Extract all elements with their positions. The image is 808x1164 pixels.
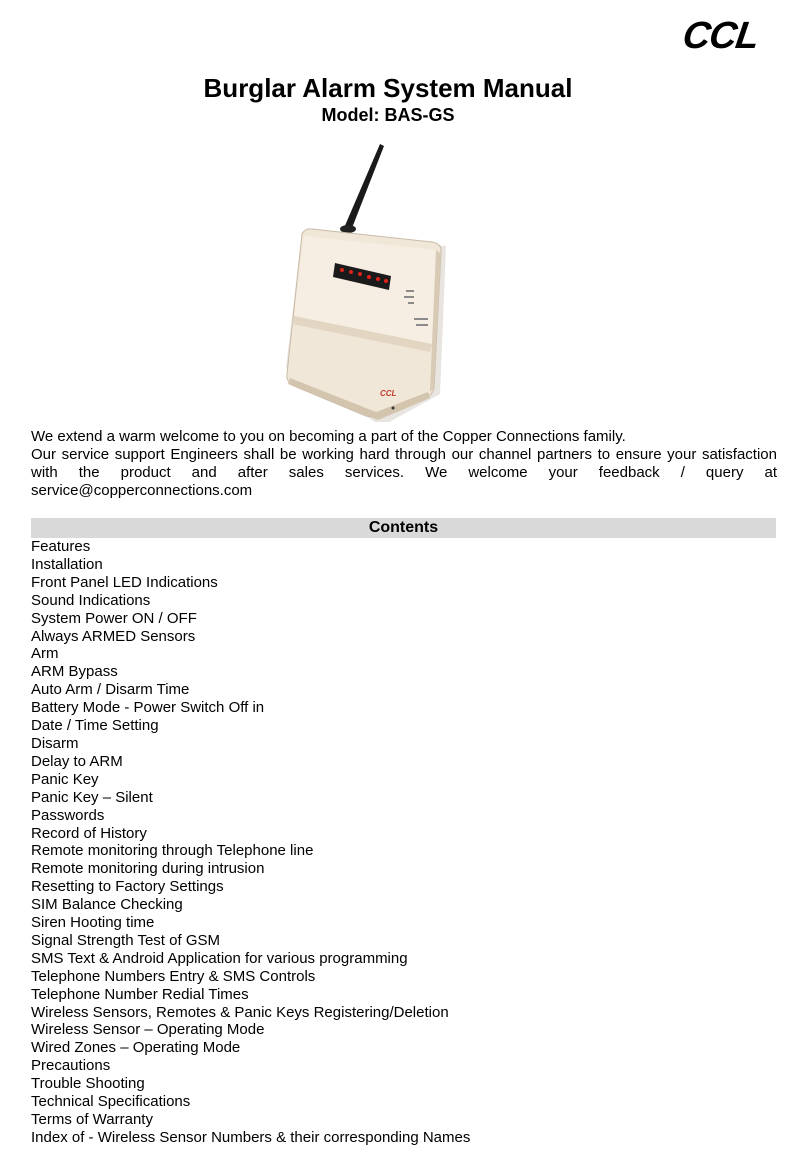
intro-text xyxy=(31,428,777,500)
contents-list xyxy=(31,538,776,1147)
ccl-logo xyxy=(680,15,771,57)
contents-item: SMS Text & Android Application for various programming xyxy=(31,949,408,967)
contents-item: Arm xyxy=(31,645,59,663)
contents-item: Remote monitoring during intrusion xyxy=(31,860,265,878)
contents-item: Precautions xyxy=(31,1057,111,1075)
contents-item: Passwords xyxy=(31,806,105,824)
contents-item: Wired Zones – Operating Mode xyxy=(31,1039,241,1057)
contents-item: Battery Mode - Power Switch Off in xyxy=(31,699,265,717)
contents-item: SIM Balance Checking xyxy=(31,896,183,914)
logo-text: CCL xyxy=(680,15,762,57)
contents-item: ARM Bypass xyxy=(31,663,118,681)
contents-item: Wireless Sensor – Operating Mode xyxy=(31,1021,265,1039)
antenna xyxy=(340,144,384,233)
page-title: Burglar Alarm System Manual xyxy=(203,73,573,103)
contents-item: Resetting to Factory Settings xyxy=(31,878,224,896)
contents-item: Remote monitoring through Telephone line xyxy=(31,842,314,860)
model-subtitle: Model: BAS-GS xyxy=(321,105,455,125)
contents-item: Wireless Sensors, Remotes & Panic Keys Registering/Deletion xyxy=(31,1003,449,1021)
contents-item: Panic Key xyxy=(31,770,99,788)
contents-item: Installation xyxy=(31,555,103,573)
contents-item: Always ARMED Sensors xyxy=(31,627,196,645)
product-image xyxy=(280,140,480,422)
contents-item: Date / Time Setting xyxy=(31,717,159,735)
contents-item: Auto Arm / Disarm Time xyxy=(31,681,190,699)
contents-item: Sound Indications xyxy=(31,591,151,609)
contents-item: Panic Key – Silent xyxy=(31,788,153,806)
welcome-line: We extend a warm welcome to you on becoming a part of the Copper Connections family. xyxy=(31,428,626,445)
device-logo: CCL xyxy=(380,389,397,398)
contents-item: Terms of Warranty xyxy=(31,1111,153,1128)
led xyxy=(349,270,353,274)
contents-item: Trouble Shooting xyxy=(31,1075,145,1093)
led xyxy=(358,272,362,276)
contents-item: Siren Hooting time xyxy=(31,914,155,932)
contents-heading: Contents xyxy=(31,518,776,538)
contents-item: Disarm xyxy=(31,734,79,752)
contents-item: Record of History xyxy=(31,824,147,842)
contents-item: Delay to ARM xyxy=(31,752,123,770)
contents-item: Features xyxy=(31,538,91,555)
contents-item: Telephone Number Redial Times xyxy=(31,985,249,1003)
led xyxy=(376,277,380,281)
contents-item: Telephone Numbers Entry & SMS Controls xyxy=(31,967,316,985)
led xyxy=(384,279,388,283)
contents-item: System Power ON / OFF xyxy=(31,609,197,627)
contents-item: Index of - Wireless Sensor Numbers & their corresponding Names xyxy=(31,1128,471,1146)
service-paragraph: Our service support Engineers shall be working hard through our channel partners to ensure your satisfaction with the product and after sales services. We welcome your feedback / query at service@copperconnections.com xyxy=(31,446,777,499)
contents-item: Technical Specifications xyxy=(31,1093,191,1111)
contents-item: Signal Strength Test of GSM xyxy=(31,931,220,949)
led xyxy=(340,268,344,272)
contents-item: Front Panel LED Indications xyxy=(31,573,218,591)
led xyxy=(367,275,371,279)
